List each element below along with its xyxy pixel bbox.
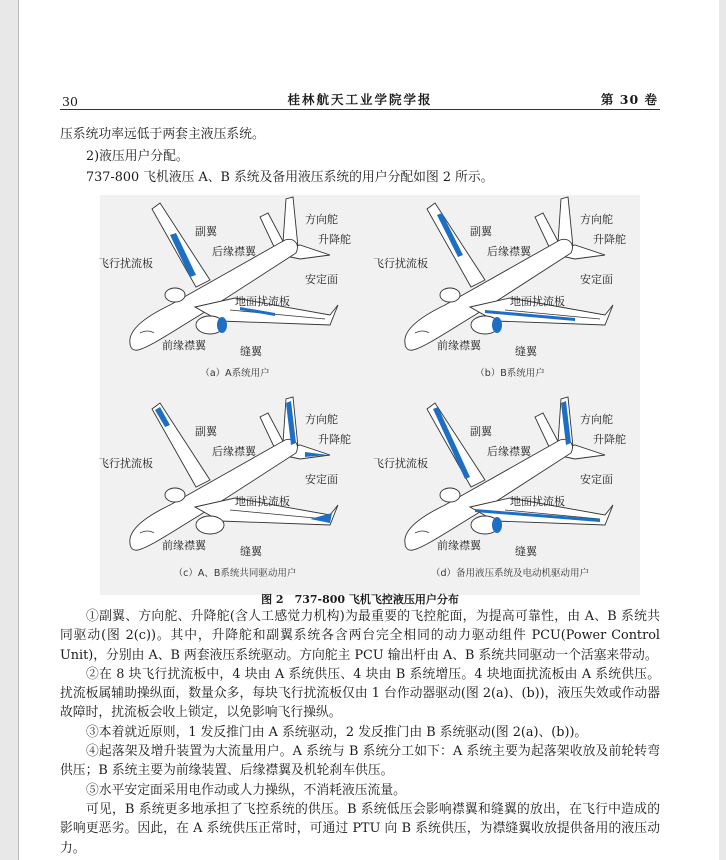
label-trailing-flap: 后缘襟翼 [212,445,256,458]
label-ground-spoiler: 地面扰流板 [510,295,565,308]
label-trailing-flap: 后缘襟翼 [487,445,531,458]
panel-b [375,195,645,390]
panel-caption: （a）A系统用户 [200,368,270,379]
figure-2 [100,195,640,595]
label-slat: 缝翼 [515,345,537,358]
page-number: 30 [62,94,78,109]
hydraulic-user-highlight [433,407,470,479]
intro-text [60,124,660,189]
label-leading-flap: 前缘襟翼 [162,339,206,352]
label-aileron: 副翼 [470,425,492,438]
hydraulic-user-highlight [492,517,502,533]
label-ground-spoiler: 地面扰流板 [510,495,565,508]
running-header [60,90,660,108]
journal-title: 桂林航天工业学院学报 [287,92,433,107]
label-flight-spoiler: 飞行扰流板 [98,257,153,270]
paragraph: ⑤水平安定面采用电作动或人力操纵，不消耗液压流量。 [86,782,406,798]
label-rudder: 方向舵 [305,213,338,226]
panel-d [375,395,645,590]
paragraph: 737-800 飞机液压 A、B 系统及备用液压系统的用户分配如图 2 所示。 [86,170,494,185]
volume: 第 30 卷 [600,92,658,107]
label-elevator: 升降舵 [593,433,626,446]
panel-caption: （d）备用液压系统及电动机驱动用户 [430,568,590,579]
panel-caption: （b）B系统用户 [475,368,545,379]
body-text [60,607,660,858]
label-flight-spoiler: 飞行扰流板 [373,257,428,270]
label-rudder: 方向舵 [580,213,613,226]
header-rule [60,109,660,110]
label-ground-spoiler: 地面扰流板 [235,495,290,508]
paragraph: ①副翼、方向舵、升降舵(含人工感觉力机构)为最重要的飞控舵面，为提高可靠性，由 A、B 系统共同驱动(图 2(c))。其中，升降舵和副翼系统各含两台完全相同的动力驱动组件 PCU(Power Control Unit)，分别由 A、B 两套液压系统驱动。方向舵主 PCU 输出杆由 A、B 系统共同驱动一个活塞来带动。 [60,609,660,663]
label-stabilizer: 安定面 [305,273,338,286]
label-leading-flap: 前缘襟翼 [437,539,481,552]
label-aileron: 副翼 [470,225,492,238]
label-leading-flap: 前缘襟翼 [437,339,481,352]
label-rudder: 方向舵 [580,413,613,426]
label-trailing-flap: 后缘襟翼 [212,245,256,258]
label-stabilizer: 安定面 [580,273,613,286]
label-aileron: 副翼 [195,225,217,238]
panel-c [100,395,370,590]
label-stabilizer: 安定面 [580,473,613,486]
label-slat: 缝翼 [240,345,262,358]
label-flight-spoiler: 飞行扰流板 [98,457,153,470]
label-elevator: 升降舵 [318,433,351,446]
label-flight-spoiler: 飞行扰流板 [373,457,428,470]
label-elevator: 升降舵 [593,233,626,246]
label-stabilizer: 安定面 [305,473,338,486]
figure-caption: 图 2 737-800 飞机飞控液压用户分布 [261,593,459,606]
section-heading: 2)液压用户分配。 [86,148,189,164]
hydraulic-user-highlight [492,317,502,333]
hydraulic-user-highlight [217,317,227,333]
panel-a [100,195,370,390]
label-elevator: 升降舵 [318,233,351,246]
paragraph: ②在 8 块飞行扰流板中，4 块由 A 系统供压、4 块由 B 系统增压。4 块地面扰流板由 A 系统供压。扰流板属辅助操纵面，数量众多，每块飞行扰流板仅由 1 台作动器驱动(图 2(a)、(b))，液压失效或作动器故障时，扰流板会收上锁定，以免影响飞行操纵。 [60,666,660,721]
label-ground-spoiler: 地面扰流板 [235,295,290,308]
label-slat: 缝翼 [515,545,537,558]
panel-caption: （c）A、B系统共同驱动用户 [173,568,297,579]
label-leading-flap: 前缘襟翼 [162,539,206,552]
label-rudder: 方向舵 [305,413,338,426]
paragraph: ③本着就近原则，1 发反推门由 A 系统驱动，2 发反推门由 B 系统驱动(图 2(a)、(b))。 [86,724,588,740]
paragraph: 压系统功率远低于两套主液压系统。 [60,127,265,142]
label-trailing-flap: 后缘襟翼 [487,245,531,258]
paragraph: ④起落架及增升装置为大流量用户。A 系统与 B 系统分工如下：A 系统主要为起落架收放及前轮转弯供压；B 系统主要为前缘装置、后缘襟翼及机轮刹车供压。 [60,744,660,779]
paragraph: 可见，B 系统更多地承担了飞控系统的供压。B 系统低压会影响襟翼和缝翼的放出，在飞行中造成的影响更恶劣。因此，在 A 系统供压正常时，可通过 PTU 向 B 系统供压，为襟缝翼收放提供备用的液压动力。 [60,801,660,856]
label-slat: 缝翼 [240,545,262,558]
label-aileron: 副翼 [195,425,217,438]
